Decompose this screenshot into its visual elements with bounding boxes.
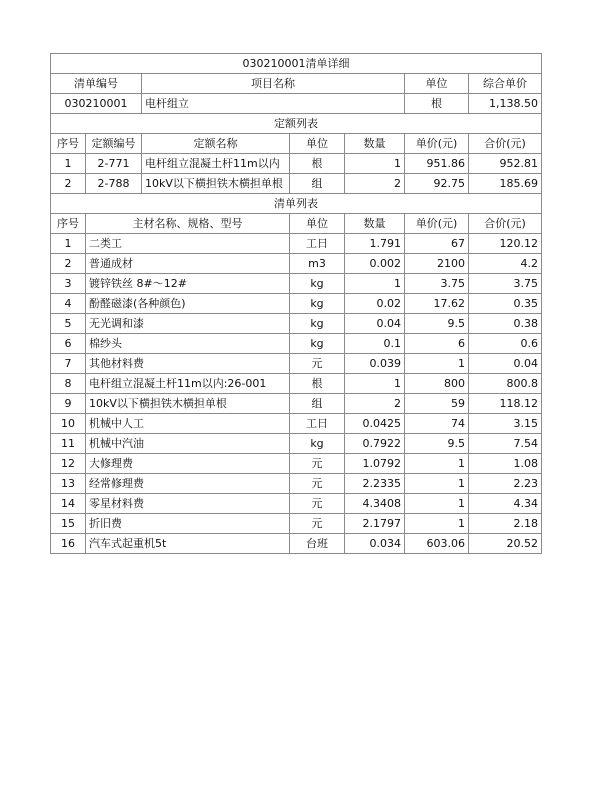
material-unit: kg (290, 434, 345, 454)
material-unit: 根 (290, 374, 345, 394)
material-name: 酚醛磁漆(各种颜色) (86, 294, 290, 314)
material-qty: 0.02 (345, 294, 405, 314)
header-item-name: 项目名称 (142, 74, 405, 94)
material-qty: 4.3408 (345, 494, 405, 514)
quota-row (51, 154, 542, 174)
material-price: 1 (405, 454, 469, 474)
material-name: 大修理费 (86, 454, 290, 474)
main-item-unit: 根 (405, 94, 469, 114)
material-row (51, 234, 542, 254)
material-row (51, 474, 542, 494)
material-qty: 2.1797 (345, 514, 405, 534)
material-total: 4.34 (469, 494, 542, 514)
material-col-qty: 数量 (345, 214, 405, 234)
material-qty: 0.0425 (345, 414, 405, 434)
material-row (51, 534, 542, 554)
material-rows (51, 234, 542, 554)
quota-price: 92.75 (405, 174, 469, 194)
material-qty: 0.002 (345, 254, 405, 274)
material-price: 1 (405, 354, 469, 374)
material-seq: 9 (51, 394, 86, 414)
material-seq: 16 (51, 534, 86, 554)
quota-col-total: 合价(元) (469, 134, 542, 154)
material-qty: 1.791 (345, 234, 405, 254)
material-qty: 0.034 (345, 534, 405, 554)
material-row (51, 334, 542, 354)
material-price: 800 (405, 374, 469, 394)
material-total: 4.2 (469, 254, 542, 274)
material-seq: 4 (51, 294, 86, 314)
quota-col-unit: 单位 (290, 134, 345, 154)
material-price: 6 (405, 334, 469, 354)
material-seq: 15 (51, 514, 86, 534)
material-seq: 1 (51, 234, 86, 254)
material-total: 0.6 (469, 334, 542, 354)
material-qty: 0.1 (345, 334, 405, 354)
quota-total: 952.81 (469, 154, 542, 174)
material-seq: 14 (51, 494, 86, 514)
material-unit: 组 (290, 394, 345, 414)
material-seq: 13 (51, 474, 86, 494)
material-seq: 12 (51, 454, 86, 474)
material-unit: kg (290, 294, 345, 314)
quota-col-code: 定额编号 (86, 134, 142, 154)
header-code: 清单编号 (51, 74, 142, 94)
material-price: 67 (405, 234, 469, 254)
material-name: 二类工 (86, 234, 290, 254)
material-unit: 台班 (290, 534, 345, 554)
material-name: 机械中人工 (86, 414, 290, 434)
material-name: 普通成材 (86, 254, 290, 274)
header-composite-price: 综合单价 (469, 74, 542, 94)
material-seq: 2 (51, 254, 86, 274)
material-total: 20.52 (469, 534, 542, 554)
material-name: 机械中汽油 (86, 434, 290, 454)
material-total: 3.75 (469, 274, 542, 294)
material-col-unit: 单位 (290, 214, 345, 234)
material-section-title: 清单列表 (51, 194, 542, 214)
material-unit: m3 (290, 254, 345, 274)
material-seq: 10 (51, 414, 86, 434)
material-unit: 元 (290, 354, 345, 374)
material-total: 0.38 (469, 314, 542, 334)
material-unit: 元 (290, 494, 345, 514)
material-total: 7.54 (469, 434, 542, 454)
material-price: 9.5 (405, 314, 469, 334)
material-col-total: 合价(元) (469, 214, 542, 234)
material-unit: 工日 (290, 234, 345, 254)
material-col-seq: 序号 (51, 214, 86, 234)
header-unit: 单位 (405, 74, 469, 94)
material-name: 镀锌铁丝 8#～12# (86, 274, 290, 294)
material-col-price: 单价(元) (405, 214, 469, 234)
quota-price: 951.86 (405, 154, 469, 174)
quota-unit: 组 (290, 174, 345, 194)
quota-name: 10kV以下横担铁木横担单根 (142, 174, 290, 194)
material-seq: 5 (51, 314, 86, 334)
material-name: 无光调和漆 (86, 314, 290, 334)
material-qty: 0.04 (345, 314, 405, 334)
material-price: 3.75 (405, 274, 469, 294)
quota-total: 185.69 (469, 174, 542, 194)
material-qty: 1 (345, 274, 405, 294)
material-name: 折旧费 (86, 514, 290, 534)
material-price: 603.06 (405, 534, 469, 554)
material-row (51, 494, 542, 514)
main-item-code: 030210001 (51, 94, 142, 114)
material-unit: 工日 (290, 414, 345, 434)
quota-qty: 2 (345, 174, 405, 194)
material-unit: kg (290, 314, 345, 334)
quota-col-qty: 数量 (345, 134, 405, 154)
sheet-title: 030210001清单详细 (51, 54, 542, 74)
material-price: 59 (405, 394, 469, 414)
material-qty: 2.2335 (345, 474, 405, 494)
quota-name: 电杆组立混凝土杆11m以内 (142, 154, 290, 174)
material-total: 2.23 (469, 474, 542, 494)
material-total: 0.35 (469, 294, 542, 314)
quota-unit: 根 (290, 154, 345, 174)
material-seq: 11 (51, 434, 86, 454)
material-price: 1 (405, 494, 469, 514)
material-row (51, 454, 542, 474)
material-price: 74 (405, 414, 469, 434)
material-col-name: 主材名称、规格、型号 (86, 214, 290, 234)
material-qty: 1.0792 (345, 454, 405, 474)
main-item-price: 1,138.50 (469, 94, 542, 114)
material-qty: 0.7922 (345, 434, 405, 454)
material-row (51, 354, 542, 374)
material-name: 零星材料费 (86, 494, 290, 514)
material-row (51, 294, 542, 314)
material-row (51, 274, 542, 294)
quota-col-name: 定额名称 (142, 134, 290, 154)
material-name: 其他材料费 (86, 354, 290, 374)
material-price: 1 (405, 474, 469, 494)
material-name: 经常修理费 (86, 474, 290, 494)
quota-qty: 1 (345, 154, 405, 174)
bill-detail-table (50, 53, 542, 554)
material-name: 10kV以下横担铁木横担单根 (86, 394, 290, 414)
material-row (51, 514, 542, 534)
material-total: 120.12 (469, 234, 542, 254)
material-seq: 3 (51, 274, 86, 294)
material-total: 1.08 (469, 454, 542, 474)
quota-col-seq: 序号 (51, 134, 86, 154)
material-qty: 0.039 (345, 354, 405, 374)
quota-seq: 2 (51, 174, 86, 194)
material-total: 2.18 (469, 514, 542, 534)
material-price: 9.5 (405, 434, 469, 454)
material-row (51, 374, 542, 394)
material-name: 棉纱头 (86, 334, 290, 354)
material-unit: kg (290, 334, 345, 354)
quota-col-price: 单价(元) (405, 134, 469, 154)
quota-row (51, 174, 542, 194)
quota-seq: 1 (51, 154, 86, 174)
material-row (51, 394, 542, 414)
material-price: 1 (405, 514, 469, 534)
material-unit: 元 (290, 514, 345, 534)
material-qty: 1 (345, 374, 405, 394)
material-row (51, 314, 542, 334)
material-seq: 8 (51, 374, 86, 394)
quota-code: 2-788 (86, 174, 142, 194)
quota-code: 2-771 (86, 154, 142, 174)
material-name: 汽车式起重机5t (86, 534, 290, 554)
material-row (51, 434, 542, 454)
material-price: 17.62 (405, 294, 469, 314)
quota-section-title: 定额列表 (51, 114, 542, 134)
material-total: 0.04 (469, 354, 542, 374)
material-name: 电杆组立混凝土杆11m以内:26-001 (86, 374, 290, 394)
material-unit: kg (290, 274, 345, 294)
main-item-name: 电杆组立 (142, 94, 405, 114)
material-unit: 元 (290, 474, 345, 494)
material-unit: 元 (290, 454, 345, 474)
material-total: 118.12 (469, 394, 542, 414)
material-price: 2100 (405, 254, 469, 274)
material-seq: 7 (51, 354, 86, 374)
material-row (51, 414, 542, 434)
material-total: 3.15 (469, 414, 542, 434)
material-row (51, 254, 542, 274)
material-seq: 6 (51, 334, 86, 354)
material-qty: 2 (345, 394, 405, 414)
material-total: 800.8 (469, 374, 542, 394)
